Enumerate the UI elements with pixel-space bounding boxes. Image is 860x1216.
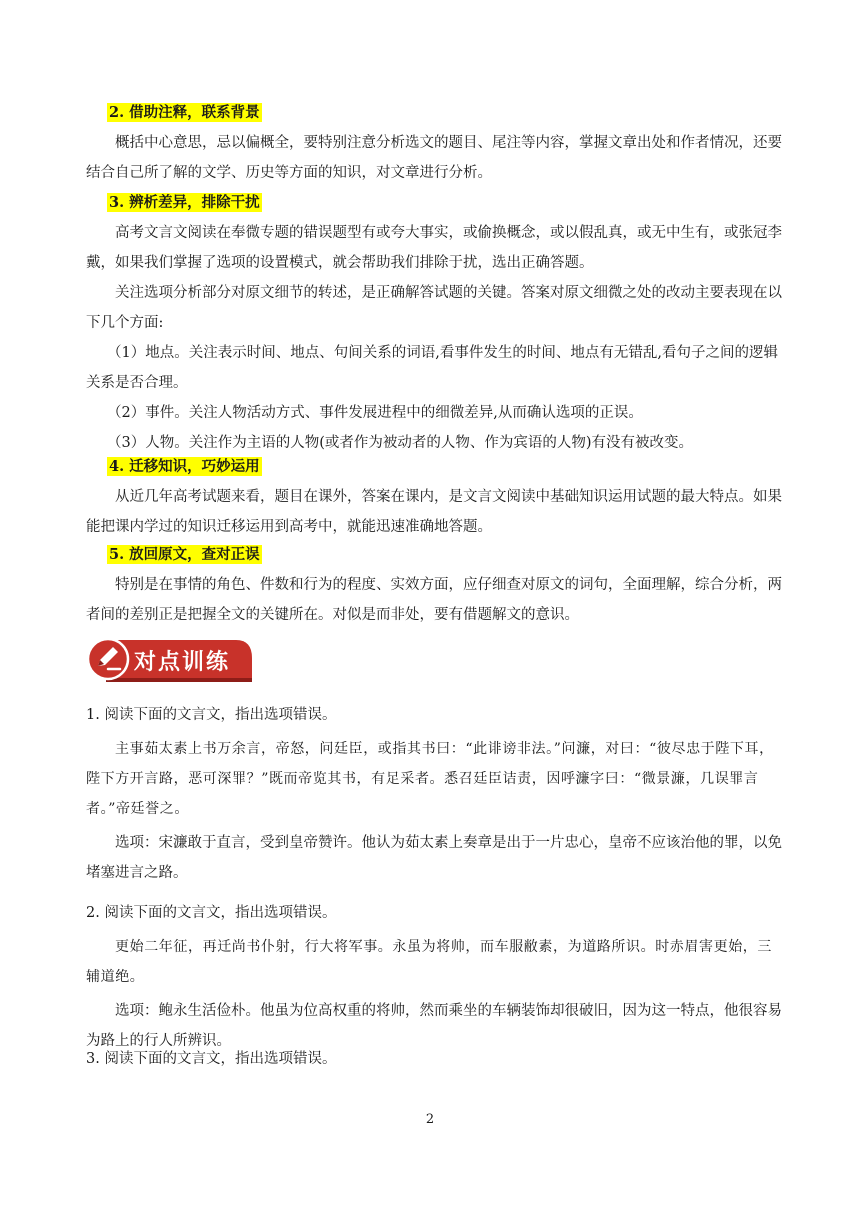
option-text: 选项：鲍永生活俭朴。他虽为位高权重的将帅，然而乘坐的车辆装饰却很破旧，因为这一特点，他很容易为路上的行人所辨识。 bbox=[86, 1003, 782, 1049]
classical-passage: 主事茹太素上书万余言，帝怒，问廷臣，或指其书曰：“此诽谤非法。”问濂，对曰：“彼尽忠于陛下耳，陛下方开言路，恶可深罪？”既而帝览其书，有足采者。悉召廷臣诘责，因呼濂字曰：“微景濂，几误罪言者。”帝廷誉之。 bbox=[86, 741, 774, 817]
badge-label: 对点训练 bbox=[134, 650, 231, 675]
section-5 bbox=[86, 540, 782, 630]
section-4 bbox=[86, 452, 782, 542]
list-item: （2）事件。关注人物活动方式、事件发展进程中的细微差异,从而确认选项的正误。 bbox=[107, 405, 643, 421]
paragraph: 关注选项分析部分对原文细节的转述，是正确解答试题的关键。答案对原文细微之处的改动主要表现在以下几个方面: bbox=[86, 285, 782, 331]
paragraph: 从近几年高考试题来看，题目在课外，答案在课内，是文言文阅读中基础知识运用试题的最大特点。如果能把课内学过的知识迁移运用到高考中，就能迅速准确地答题。 bbox=[86, 489, 782, 535]
training-badge bbox=[86, 636, 254, 682]
exercise-3 bbox=[86, 1044, 782, 1074]
exercise-prompt: 1. 阅读下面的文言文，指出选项错误。 bbox=[86, 707, 337, 723]
classical-passage: 更始二年征，再迁尚书仆射，行大将军事。永虽为将帅，而车服敝素，为道路所识。时赤眉害更始，三辅道绝。 bbox=[86, 939, 772, 985]
paragraph: 高考文言文阅读在奉微专题的错误题型有或夸大事实，或偷换概念，或以假乱真，或无中生有，或张冠李戴，如果我们掌握了选项的设置模式，就会帮助我们排除于扰，选出正确答题。 bbox=[86, 225, 782, 271]
option-text: 选项：宋濂敢于直言，受到皇帝赞许。他认为茹太素上奏章是出于一片忠心，皇帝不应该治他的罪，以免堵塞进言之路。 bbox=[86, 835, 782, 881]
section-3 bbox=[86, 188, 782, 458]
paragraph: 特别是在事情的角色、件数和行为的程度、实效方面，应仔细查对原文的词句，全面理解，综合分析，两者间的差别正是把握全文的关键所在。对似是而非处，要有借题解文的意识。 bbox=[86, 577, 782, 623]
exercise-prompt: 3. 阅读下面的文言文，指出选项错误。 bbox=[86, 1051, 337, 1067]
section-2 bbox=[86, 98, 782, 188]
list-item: （1）地点。关注表示时间、地点、句间关系的词语,看事件发生的时间、地点有无错乱,看句子之间的逻辑关系是否合理。 bbox=[86, 345, 778, 391]
section-heading: 4. 迁移知识，巧妙运用 bbox=[109, 458, 260, 475]
exercise-prompt: 2. 阅读下面的文言文，指出选项错误。 bbox=[86, 905, 337, 921]
section-heading: 3. 辨析差异，排除干扰 bbox=[109, 194, 260, 211]
section-heading: 2. 借助注释，联系背景 bbox=[109, 104, 260, 121]
exercise-2 bbox=[86, 898, 782, 1056]
page-number: 2 bbox=[425, 1112, 435, 1127]
list-item: （3）人物。关注作为主语的人物(或者作为被动者的人物、作为宾语的人物)有没有被改变。 bbox=[107, 435, 694, 451]
section-heading: 5. 放回原文，查对正误 bbox=[109, 546, 260, 563]
paragraph: 概括中心意思，忌以偏概全，要特别注意分析选文的题目、尾注等内容，掌握文章出处和作者情况，还要结合自己所了解的文学、历史等方面的知识，对文章进行分析。 bbox=[86, 135, 782, 181]
exercise-1 bbox=[86, 700, 782, 888]
